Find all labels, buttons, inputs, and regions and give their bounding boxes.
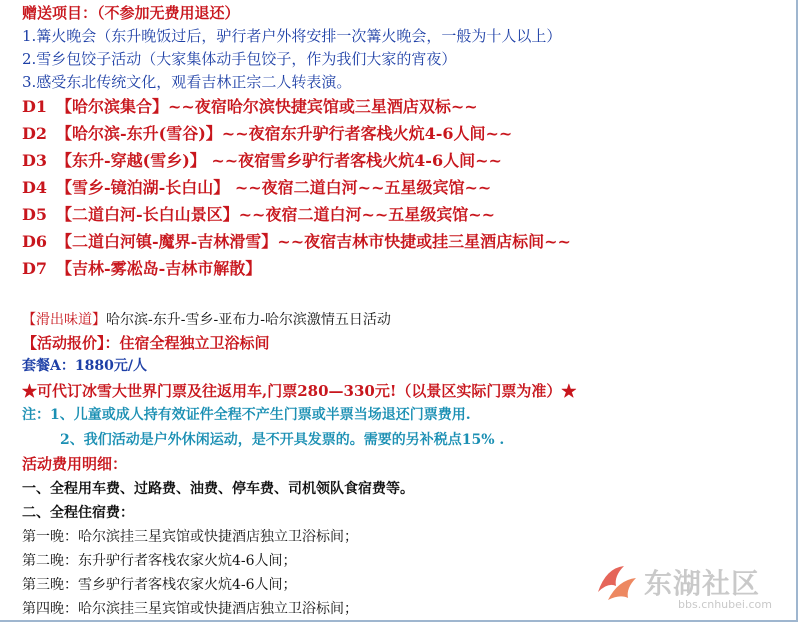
day-code: D7 xyxy=(22,259,48,278)
day-text: 【哈尔滨-东升(雪谷)】~~夜宿东升驴行者客栈火炕4-6人间~~ xyxy=(56,124,513,143)
itinerary-day-7 xyxy=(22,258,261,280)
day-code: D1 xyxy=(22,97,48,116)
itinerary-day-1 xyxy=(22,96,478,118)
taste-bracket: 【滑出味道】 xyxy=(22,312,106,328)
day-text: 【东升-穿越(雪乡)】 ~~夜宿雪乡驴行者客栈火炕4-6人间~~ xyxy=(56,151,502,170)
gift-item-2: 2.雪乡包饺子活动（大家集体动手包饺子，作为我们大家的宵夜） xyxy=(22,50,457,68)
taste-line xyxy=(22,309,391,331)
taste-text: 哈尔滨-东升-雪乡-亚布力-哈尔滨激情五日活动 xyxy=(106,312,391,328)
day-code: D3 xyxy=(22,151,48,170)
day-code: D5 xyxy=(22,205,48,224)
note-2: 2、我们活动是户外休闲运动，是不开具发票的。需要的另补税点15% . xyxy=(60,432,505,448)
cost-item-1: 一、全程用车费、过路费、油费、停车费、司机领队食宿费等。 xyxy=(22,481,414,497)
community-logo-icon xyxy=(594,562,640,604)
note-1: 注：1、儿童或成人持有效证件全程不产生门票或半票当场退还门票费用. xyxy=(22,407,471,423)
day-text: 【哈尔滨集合】~~夜宿哈尔滨快捷宾馆或三星酒店双标~~ xyxy=(56,97,478,116)
day-text: 【雪乡-镜泊湖-长白山】 ~~夜宿二道白河~~五星级宾馆~~ xyxy=(56,178,492,197)
cost-item-2: 二、全程住宿费： xyxy=(22,505,134,521)
cost-header: 活动费用明细： xyxy=(22,455,128,473)
day-code: D2 xyxy=(22,124,48,143)
watermark-url: bbs.cnhubei.com xyxy=(678,598,772,611)
gift-item-1: 1.篝火晚会（东升晚饭过后，驴行者户外将安排一次篝火晚会，一般为十人以上） xyxy=(22,27,562,45)
gift-header: 赠送项目：（不参加无费用退还） xyxy=(22,4,240,22)
day-text: 【二道白河镇-魔界-吉林滑雪】~~夜宿吉林市快捷或挂三星酒店标间~~ xyxy=(56,232,571,251)
itinerary-day-2 xyxy=(22,123,512,145)
day-text: 【吉林-雾凇岛-吉林市解散】 xyxy=(56,259,262,278)
cost-night-2: 第二晚：东升驴行者客栈农家火炕4-6人间； xyxy=(22,553,297,569)
day-code: D6 xyxy=(22,232,48,251)
price-header: 【活动报价】：住宿全程独立卫浴标间 xyxy=(22,334,270,352)
itinerary-day-3 xyxy=(22,150,502,172)
ticket-note: ★可代订冰雪大世界门票及往返用车,门票280—330元!（以景区实际门票为准）★ xyxy=(22,382,577,400)
site-watermark xyxy=(590,560,790,616)
day-text: 【二道白河-长白山景区】~~夜宿二道白河~~五星级宾馆~~ xyxy=(56,205,496,224)
itinerary-day-6 xyxy=(22,231,571,253)
cost-night-4: 第四晚：哈尔滨挂三星宾馆或快捷酒店独立卫浴标间； xyxy=(22,601,358,617)
itinerary-day-4 xyxy=(22,177,491,199)
day-code: D4 xyxy=(22,178,48,197)
itinerary-day-5 xyxy=(22,204,495,226)
cost-night-3: 第三晚：雪乡驴行者客栈农家火炕4-6人间； xyxy=(22,577,297,593)
watermark-brand: 东湖社区 xyxy=(644,567,761,600)
gift-item-3: 3.感受东北传统文化，观看吉林正宗二人转表演。 xyxy=(22,73,352,91)
cost-night-1: 第一晚：哈尔滨挂三星宾馆或快捷酒店独立卫浴标间； xyxy=(22,529,358,545)
package-price: 套餐A：1880元/人 xyxy=(22,358,147,374)
